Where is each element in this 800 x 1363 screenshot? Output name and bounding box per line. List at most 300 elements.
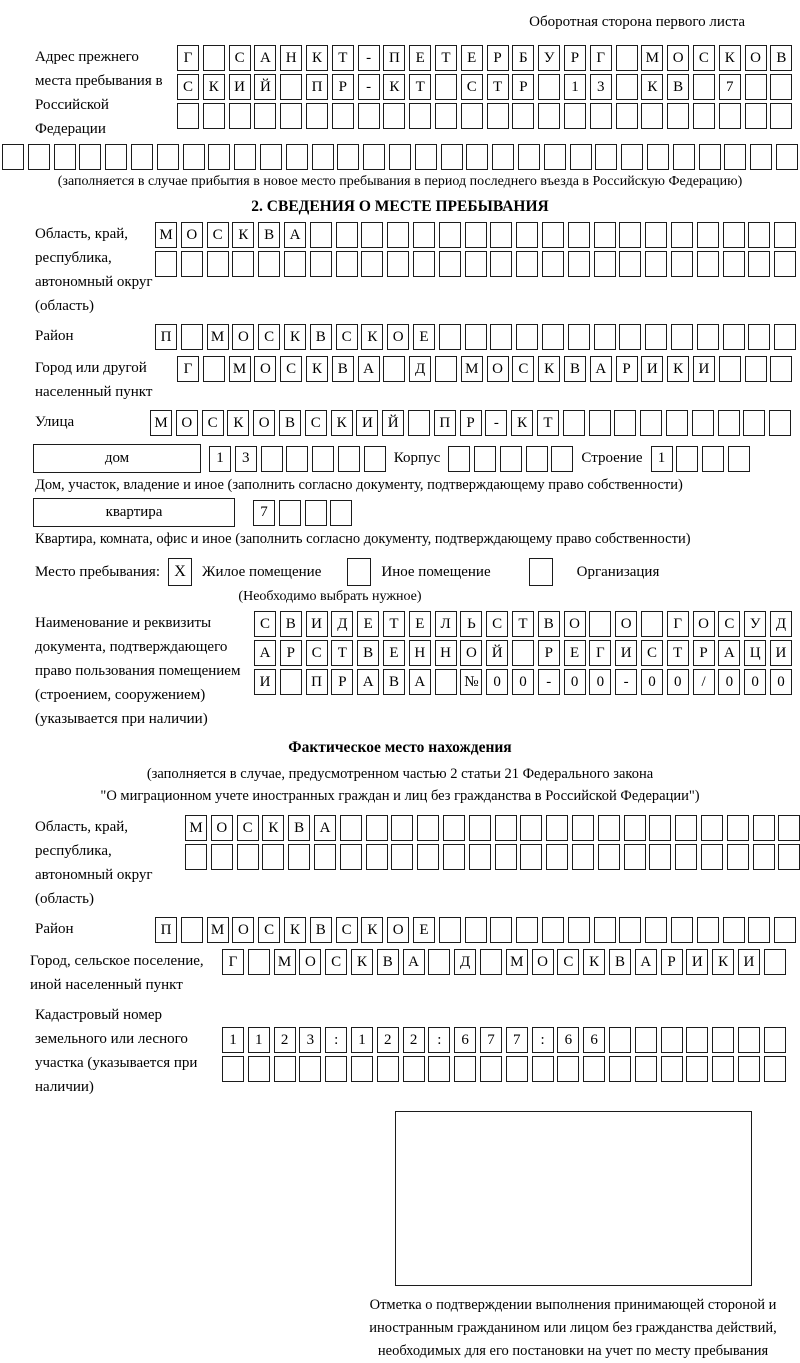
char-cell[interactable]: [363, 144, 385, 170]
char-cell[interactable]: Т: [331, 640, 353, 666]
char-cell[interactable]: С: [693, 45, 715, 71]
char-cell[interactable]: Д: [770, 611, 792, 637]
char-cell[interactable]: [745, 356, 767, 382]
char-cell[interactable]: К: [641, 74, 663, 100]
char-cell[interactable]: [506, 1056, 528, 1082]
char-cell[interactable]: [512, 640, 534, 666]
char-cell[interactable]: А: [403, 949, 425, 975]
char-cell[interactable]: Н: [409, 640, 431, 666]
char-cell[interactable]: Р: [616, 356, 638, 382]
char-cell[interactable]: [590, 103, 612, 129]
char-cell[interactable]: [492, 144, 514, 170]
char-cell[interactable]: [693, 74, 715, 100]
char-cell[interactable]: [325, 1056, 347, 1082]
char-cell[interactable]: [542, 917, 564, 943]
char-cell[interactable]: К: [351, 949, 373, 975]
char-cell[interactable]: В: [383, 669, 405, 695]
char-cell[interactable]: [443, 815, 465, 841]
char-cell[interactable]: И: [770, 640, 792, 666]
char-cell[interactable]: [443, 844, 465, 870]
char-cell[interactable]: С: [325, 949, 347, 975]
char-cell[interactable]: [286, 446, 308, 472]
char-cell[interactable]: О: [232, 917, 254, 943]
char-cell[interactable]: Р: [487, 45, 509, 71]
char-cell[interactable]: /: [693, 669, 715, 695]
char-cell[interactable]: [649, 815, 671, 841]
char-cell[interactable]: [774, 251, 796, 277]
char-cell[interactable]: Е: [409, 45, 431, 71]
char-cell[interactable]: И: [254, 669, 276, 695]
char-cell[interactable]: [413, 251, 435, 277]
char-cell[interactable]: У: [744, 611, 766, 637]
char-cell[interactable]: [79, 144, 101, 170]
char-cell[interactable]: [361, 222, 383, 248]
char-cell[interactable]: В: [770, 45, 792, 71]
char-cell[interactable]: К: [306, 45, 328, 71]
char-cell[interactable]: [54, 144, 76, 170]
char-cell[interactable]: [254, 103, 276, 129]
char-cell[interactable]: О: [253, 410, 275, 436]
char-cell[interactable]: [723, 222, 745, 248]
char-cell[interactable]: Й: [486, 640, 508, 666]
char-cell[interactable]: 1: [351, 1027, 373, 1053]
char-cell[interactable]: [769, 410, 791, 436]
char-cell[interactable]: 0: [564, 669, 586, 695]
char-cell[interactable]: [409, 103, 431, 129]
char-cell[interactable]: [776, 144, 798, 170]
char-cell[interactable]: [203, 356, 225, 382]
char-cell[interactable]: [465, 222, 487, 248]
char-cell[interactable]: [738, 1056, 760, 1082]
char-cell[interactable]: С: [306, 640, 328, 666]
char-cell[interactable]: А: [314, 815, 336, 841]
char-cell[interactable]: 1: [564, 74, 586, 100]
char-cell[interactable]: [279, 500, 301, 526]
char-cell[interactable]: Т: [487, 74, 509, 100]
char-cell[interactable]: 0: [486, 669, 508, 695]
char-cell[interactable]: К: [538, 356, 560, 382]
char-cell[interactable]: №: [460, 669, 482, 695]
char-cell[interactable]: [258, 251, 280, 277]
char-cell[interactable]: Г: [177, 356, 199, 382]
char-cell[interactable]: [474, 446, 496, 472]
char-cell[interactable]: И: [229, 74, 251, 100]
char-cell[interactable]: [183, 144, 205, 170]
char-cell[interactable]: Е: [383, 640, 405, 666]
char-cell[interactable]: [480, 949, 502, 975]
char-cell[interactable]: 0: [770, 669, 792, 695]
char-cell[interactable]: [280, 669, 302, 695]
char-cell[interactable]: К: [331, 410, 353, 436]
char-cell[interactable]: [361, 251, 383, 277]
char-cell[interactable]: Е: [564, 640, 586, 666]
char-cell[interactable]: [157, 144, 179, 170]
char-cell[interactable]: Ь: [460, 611, 482, 637]
char-cell[interactable]: И: [641, 356, 663, 382]
organization-checkbox[interactable]: [529, 558, 553, 586]
char-cell[interactable]: В: [288, 815, 310, 841]
char-cell[interactable]: 2: [403, 1027, 425, 1053]
char-cell[interactable]: Д: [331, 611, 353, 637]
char-cell[interactable]: В: [377, 949, 399, 975]
char-cell[interactable]: Г: [222, 949, 244, 975]
char-cell[interactable]: [774, 917, 796, 943]
char-cell[interactable]: 6: [557, 1027, 579, 1053]
char-cell[interactable]: [337, 144, 359, 170]
char-cell[interactable]: [417, 844, 439, 870]
char-cell[interactable]: [666, 410, 688, 436]
char-cell[interactable]: [435, 103, 457, 129]
char-cell[interactable]: [336, 251, 358, 277]
char-cell[interactable]: [389, 144, 411, 170]
char-cell[interactable]: О: [615, 611, 637, 637]
char-cell[interactable]: [614, 410, 636, 436]
char-cell[interactable]: -: [615, 669, 637, 695]
char-cell[interactable]: [546, 844, 568, 870]
char-cell[interactable]: [461, 103, 483, 129]
char-cell[interactable]: [312, 144, 334, 170]
char-cell[interactable]: С: [557, 949, 579, 975]
char-cell[interactable]: [745, 74, 767, 100]
char-cell[interactable]: [748, 324, 770, 350]
char-cell[interactable]: [518, 144, 540, 170]
char-cell[interactable]: [306, 103, 328, 129]
char-cell[interactable]: [594, 324, 616, 350]
char-cell[interactable]: 7: [506, 1027, 528, 1053]
char-cell[interactable]: [155, 251, 177, 277]
char-cell[interactable]: [222, 1056, 244, 1082]
char-cell[interactable]: О: [564, 611, 586, 637]
char-cell[interactable]: [234, 144, 256, 170]
char-cell[interactable]: 3: [235, 446, 257, 472]
char-cell[interactable]: [557, 1056, 579, 1082]
char-cell[interactable]: [764, 949, 786, 975]
char-cell[interactable]: [728, 446, 750, 472]
char-cell[interactable]: Д: [409, 356, 431, 382]
char-cell[interactable]: [764, 1027, 786, 1053]
char-cell[interactable]: И: [356, 410, 378, 436]
char-cell[interactable]: 0: [589, 669, 611, 695]
char-cell[interactable]: К: [719, 45, 741, 71]
char-cell[interactable]: Т: [332, 45, 354, 71]
char-cell[interactable]: 3: [299, 1027, 321, 1053]
char-cell[interactable]: С: [280, 356, 302, 382]
char-cell[interactable]: [387, 251, 409, 277]
char-cell[interactable]: [181, 917, 203, 943]
char-cell[interactable]: :: [532, 1027, 554, 1053]
char-cell[interactable]: [675, 844, 697, 870]
char-cell[interactable]: [774, 222, 796, 248]
char-cell[interactable]: [229, 103, 251, 129]
char-cell[interactable]: [203, 45, 225, 71]
char-cell[interactable]: [383, 103, 405, 129]
char-cell[interactable]: [635, 1027, 657, 1053]
char-cell[interactable]: [413, 222, 435, 248]
char-cell[interactable]: С: [237, 815, 259, 841]
char-cell[interactable]: Т: [409, 74, 431, 100]
char-cell[interactable]: П: [306, 74, 328, 100]
char-cell[interactable]: 1: [651, 446, 673, 472]
char-cell[interactable]: И: [686, 949, 708, 975]
char-cell[interactable]: [568, 917, 590, 943]
char-cell[interactable]: [516, 917, 538, 943]
char-cell[interactable]: К: [227, 410, 249, 436]
char-cell[interactable]: :: [325, 1027, 347, 1053]
char-cell[interactable]: [583, 1056, 605, 1082]
char-cell[interactable]: [312, 446, 334, 472]
char-cell[interactable]: [697, 917, 719, 943]
char-cell[interactable]: Г: [590, 45, 612, 71]
char-cell[interactable]: [495, 815, 517, 841]
char-cell[interactable]: [673, 144, 695, 170]
char-cell[interactable]: У: [538, 45, 560, 71]
char-cell[interactable]: В: [310, 917, 332, 943]
char-cell[interactable]: О: [176, 410, 198, 436]
char-cell[interactable]: [753, 844, 775, 870]
char-cell[interactable]: [748, 917, 770, 943]
char-cell[interactable]: [661, 1027, 683, 1053]
char-cell[interactable]: С: [461, 74, 483, 100]
char-cell[interactable]: [338, 446, 360, 472]
char-cell[interactable]: 7: [253, 500, 275, 526]
char-cell[interactable]: [435, 356, 457, 382]
char-cell[interactable]: [647, 144, 669, 170]
char-cell[interactable]: [177, 103, 199, 129]
char-cell[interactable]: [310, 251, 332, 277]
char-cell[interactable]: [624, 844, 646, 870]
char-cell[interactable]: П: [383, 45, 405, 71]
char-cell[interactable]: [336, 222, 358, 248]
char-cell[interactable]: К: [361, 324, 383, 350]
char-cell[interactable]: [719, 356, 741, 382]
char-cell[interactable]: 3: [590, 74, 612, 100]
char-cell[interactable]: С: [258, 917, 280, 943]
char-cell[interactable]: О: [387, 324, 409, 350]
char-cell[interactable]: А: [254, 45, 276, 71]
char-cell[interactable]: [366, 815, 388, 841]
char-cell[interactable]: С: [336, 324, 358, 350]
char-cell[interactable]: К: [262, 815, 284, 841]
char-cell[interactable]: К: [203, 74, 225, 100]
char-cell[interactable]: [448, 446, 470, 472]
char-cell[interactable]: [595, 144, 617, 170]
char-cell[interactable]: [538, 103, 560, 129]
char-cell[interactable]: [538, 74, 560, 100]
char-cell[interactable]: [526, 446, 548, 472]
char-cell[interactable]: [619, 917, 641, 943]
char-cell[interactable]: [465, 251, 487, 277]
char-cell[interactable]: [383, 356, 405, 382]
char-cell[interactable]: [465, 917, 487, 943]
char-cell[interactable]: [594, 222, 616, 248]
char-cell[interactable]: [748, 222, 770, 248]
char-cell[interactable]: [299, 1056, 321, 1082]
char-cell[interactable]: [465, 324, 487, 350]
char-cell[interactable]: [616, 45, 638, 71]
char-cell[interactable]: К: [712, 949, 734, 975]
char-cell[interactable]: [237, 844, 259, 870]
char-cell[interactable]: [645, 251, 667, 277]
char-cell[interactable]: И: [693, 356, 715, 382]
char-cell[interactable]: М: [229, 356, 251, 382]
char-cell[interactable]: В: [564, 356, 586, 382]
char-cell[interactable]: 1: [248, 1027, 270, 1053]
char-cell[interactable]: А: [409, 669, 431, 695]
char-cell[interactable]: М: [641, 45, 663, 71]
char-cell[interactable]: 2: [377, 1027, 399, 1053]
char-cell[interactable]: Р: [564, 45, 586, 71]
char-cell[interactable]: Т: [383, 611, 405, 637]
char-cell[interactable]: [750, 144, 772, 170]
char-cell[interactable]: [181, 324, 203, 350]
char-cell[interactable]: [185, 844, 207, 870]
char-cell[interactable]: С: [177, 74, 199, 100]
char-cell[interactable]: Р: [661, 949, 683, 975]
char-cell[interactable]: А: [590, 356, 612, 382]
char-cell[interactable]: О: [232, 324, 254, 350]
char-cell[interactable]: -: [358, 74, 380, 100]
char-cell[interactable]: Н: [435, 640, 457, 666]
char-cell[interactable]: [692, 410, 714, 436]
char-cell[interactable]: Р: [460, 410, 482, 436]
char-cell[interactable]: Т: [512, 611, 534, 637]
char-cell[interactable]: М: [461, 356, 483, 382]
char-cell[interactable]: М: [185, 815, 207, 841]
char-cell[interactable]: [745, 103, 767, 129]
char-cell[interactable]: [546, 815, 568, 841]
char-cell[interactable]: 2: [274, 1027, 296, 1053]
char-cell[interactable]: Е: [409, 611, 431, 637]
char-cell[interactable]: [428, 949, 450, 975]
char-cell[interactable]: [598, 844, 620, 870]
char-cell[interactable]: [260, 144, 282, 170]
char-cell[interactable]: [542, 324, 564, 350]
char-cell[interactable]: [439, 222, 461, 248]
char-cell[interactable]: [594, 917, 616, 943]
char-cell[interactable]: [305, 500, 327, 526]
char-cell[interactable]: Р: [280, 640, 302, 666]
char-cell[interactable]: [723, 324, 745, 350]
char-cell[interactable]: [667, 103, 689, 129]
char-cell[interactable]: [712, 1056, 734, 1082]
char-cell[interactable]: 0: [718, 669, 740, 695]
char-cell[interactable]: [724, 144, 746, 170]
char-cell[interactable]: 1: [209, 446, 231, 472]
char-cell[interactable]: [697, 222, 719, 248]
char-cell[interactable]: [701, 844, 723, 870]
char-cell[interactable]: [280, 103, 302, 129]
char-cell[interactable]: [391, 815, 413, 841]
char-cell[interactable]: О: [667, 45, 689, 71]
char-cell[interactable]: А: [358, 356, 380, 382]
char-cell[interactable]: М: [207, 917, 229, 943]
char-cell[interactable]: [391, 844, 413, 870]
char-cell[interactable]: Т: [435, 45, 457, 71]
char-cell[interactable]: [764, 1056, 786, 1082]
char-cell[interactable]: М: [207, 324, 229, 350]
char-cell[interactable]: П: [155, 917, 177, 943]
char-cell[interactable]: [671, 251, 693, 277]
char-cell[interactable]: [686, 1027, 708, 1053]
char-cell[interactable]: [248, 949, 270, 975]
char-cell[interactable]: [589, 410, 611, 436]
char-cell[interactable]: О: [211, 815, 233, 841]
char-cell[interactable]: [516, 222, 538, 248]
char-cell[interactable]: [387, 222, 409, 248]
char-cell[interactable]: С: [258, 324, 280, 350]
char-cell[interactable]: К: [284, 324, 306, 350]
char-cell[interactable]: С: [512, 356, 534, 382]
char-cell[interactable]: В: [279, 410, 301, 436]
char-cell[interactable]: [248, 1056, 270, 1082]
char-cell[interactable]: [594, 251, 616, 277]
char-cell[interactable]: [619, 222, 641, 248]
char-cell[interactable]: [366, 844, 388, 870]
char-cell[interactable]: [723, 251, 745, 277]
char-cell[interactable]: [340, 844, 362, 870]
char-cell[interactable]: С: [305, 410, 327, 436]
char-cell[interactable]: [439, 917, 461, 943]
char-cell[interactable]: [516, 251, 538, 277]
char-cell[interactable]: В: [538, 611, 560, 637]
char-cell[interactable]: [570, 144, 592, 170]
char-cell[interactable]: [693, 103, 715, 129]
char-cell[interactable]: 0: [667, 669, 689, 695]
char-cell[interactable]: [232, 251, 254, 277]
char-cell[interactable]: [661, 1056, 683, 1082]
char-cell[interactable]: [743, 410, 765, 436]
char-cell[interactable]: Ц: [744, 640, 766, 666]
char-cell[interactable]: [641, 611, 663, 637]
char-cell[interactable]: [211, 844, 233, 870]
char-cell[interactable]: С: [229, 45, 251, 71]
char-cell[interactable]: [598, 815, 620, 841]
char-cell[interactable]: И: [738, 949, 760, 975]
char-cell[interactable]: [332, 103, 354, 129]
char-cell[interactable]: О: [532, 949, 554, 975]
char-cell[interactable]: 7: [719, 74, 741, 100]
char-cell[interactable]: [487, 103, 509, 129]
char-cell[interactable]: О: [299, 949, 321, 975]
char-cell[interactable]: С: [202, 410, 224, 436]
char-cell[interactable]: [671, 222, 693, 248]
char-cell[interactable]: К: [583, 949, 605, 975]
char-cell[interactable]: [364, 446, 386, 472]
char-cell[interactable]: Р: [331, 669, 353, 695]
char-cell[interactable]: [718, 410, 740, 436]
char-cell[interactable]: [616, 103, 638, 129]
char-cell[interactable]: [516, 324, 538, 350]
other-premises-checkbox[interactable]: [347, 558, 371, 586]
char-cell[interactable]: [415, 144, 437, 170]
char-cell[interactable]: [377, 1056, 399, 1082]
char-cell[interactable]: П: [434, 410, 456, 436]
char-cell[interactable]: [439, 251, 461, 277]
char-cell[interactable]: [671, 324, 693, 350]
char-cell[interactable]: Р: [332, 74, 354, 100]
char-cell[interactable]: [280, 74, 302, 100]
char-cell[interactable]: [480, 1056, 502, 1082]
char-cell[interactable]: [262, 844, 284, 870]
char-cell[interactable]: [645, 324, 667, 350]
char-cell[interactable]: В: [357, 640, 379, 666]
char-cell[interactable]: [778, 844, 800, 870]
char-cell[interactable]: [469, 815, 491, 841]
char-cell[interactable]: С: [641, 640, 663, 666]
char-cell[interactable]: О: [487, 356, 509, 382]
char-cell[interactable]: [568, 222, 590, 248]
char-cell[interactable]: [572, 844, 594, 870]
